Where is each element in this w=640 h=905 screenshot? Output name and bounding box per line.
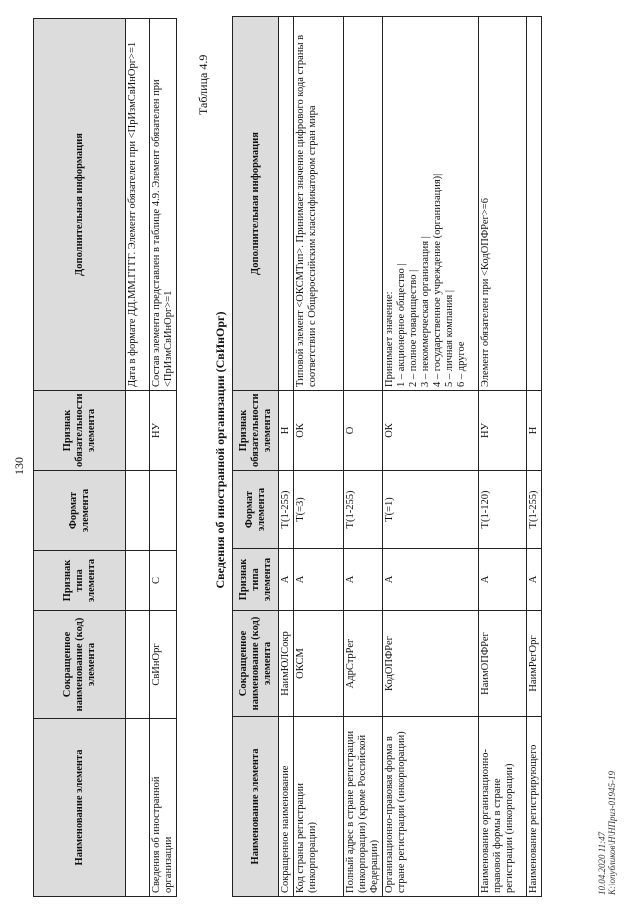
cell: О [344, 391, 383, 471]
cell: Сведения об иностранной организации [150, 719, 177, 897]
cell: Организационно-правовая форма в стране регистрации (инкорпорации) [383, 717, 479, 897]
table-title: Сведения об иностранной организации (СвИнОрг) [213, 311, 227, 589]
cell: А [294, 549, 344, 611]
cell [150, 471, 177, 551]
main-header-code: Сокращенное наименование (код) элемента [233, 611, 279, 717]
cell: T(1-255) [527, 471, 542, 549]
cell: T(=1) [383, 471, 479, 549]
table-row [126, 19, 150, 897]
cell: А [383, 549, 479, 611]
cell: Н [527, 391, 542, 471]
main-header-format: Формат элемента [233, 471, 279, 549]
main-header-info: Дополнительная информация [233, 17, 279, 391]
cell: НУ [150, 391, 177, 471]
cell: T(=3) [294, 471, 344, 549]
top-header-code: Сокращенное наименование (код) элемента [34, 611, 126, 719]
cell: Сокращенное наименование [279, 717, 294, 897]
cell: А [279, 549, 294, 611]
cell: А [344, 549, 383, 611]
top-header-info: Дополнительная информация [34, 19, 126, 391]
cell: ОК [383, 391, 479, 471]
info-line: Принимает значение: [384, 291, 395, 387]
cell: Типовой элемент <ОКСМТип>. Принимает значение цифрового кода страны в соответствии с Общероссийским классификатором стран мира [294, 17, 344, 391]
table-row [150, 19, 177, 897]
table-row [383, 17, 479, 897]
cell: T(1-255) [344, 471, 383, 549]
cell [527, 17, 542, 391]
top-table [33, 18, 177, 897]
cell: Полный адрес в стране регистрации (инкорпорации) (кроме Российской Федерации) [344, 717, 383, 897]
cell: Код страны регистрации (инкорпорации) [294, 717, 344, 897]
cell: А [527, 549, 542, 611]
table-label: Таблица 4.9 [196, 54, 210, 115]
cell [126, 471, 150, 551]
info-line: 5 – личная компания | [444, 290, 455, 387]
footer-timestamp: 10.04.2020 11:47 [597, 831, 607, 895]
cell: Элемент обязателен при <КодОПФРег>=6 [479, 17, 527, 391]
cell: НУ [479, 391, 527, 471]
cell: Наименование организационно-правовой формы в стране регистрации (инкорпорации) [479, 717, 527, 897]
top-header-format: Формат элемента [34, 471, 126, 551]
main-table [232, 16, 542, 897]
cell: А [479, 549, 527, 611]
info-line: 6 – другое [456, 341, 467, 387]
cell: T(1-255) [279, 471, 294, 549]
cell [383, 17, 479, 391]
cell: Н [279, 391, 294, 471]
cell: С [150, 551, 177, 611]
cell: T(1-120) [479, 471, 527, 549]
cell: КодОПФРег [383, 611, 479, 717]
top-header-required: Признак обязательности элемента [34, 391, 126, 471]
table-row [527, 17, 542, 897]
cell: ОКСМ [294, 611, 344, 717]
cell [344, 17, 383, 391]
footer-filepath: К:\опубликов\Н\НПриз-01945-19 [607, 771, 617, 895]
top-header-type: Признак типа элемента [34, 551, 126, 611]
cell: Наименование регистрирующего [527, 717, 542, 897]
info-line: 3 – некоммерческая организация | [420, 236, 431, 387]
main-header-type: Признак типа элемента [233, 549, 279, 611]
cell: Состав элемента представлен в таблице 4.9. Элемент обязателен при <ПрИзмСвИнОрг>=1 [150, 19, 177, 391]
table-row [344, 17, 383, 897]
cell: НаимЮЛСокр [279, 611, 294, 717]
table-row [479, 17, 527, 897]
main-header-name: Наименование элемента [233, 717, 279, 897]
cell [126, 391, 150, 471]
table-row [279, 17, 294, 897]
cell [126, 719, 150, 897]
info-line: 4 – государственное учреждение (организация)| [432, 173, 443, 387]
footer-stamp [597, 771, 617, 895]
cell: СвИнОрг [150, 611, 177, 719]
page-number: 130 [12, 457, 26, 475]
info-line: 1 – акционерное общество | [396, 263, 407, 387]
main-header-required: Признак обязательности элемента [233, 391, 279, 471]
cell: Дата в формате ДД.ММ.ГГГГ. Элемент обязателен при <ПрИзмСвИнОрг>=1 [126, 19, 150, 391]
cell [279, 17, 294, 391]
cell [126, 551, 150, 611]
cell [126, 611, 150, 719]
cell: ОК [294, 391, 344, 471]
cell: АдрСтрРег [344, 611, 383, 717]
top-header-name: Наименование элемента [34, 719, 126, 897]
table-row [294, 17, 344, 897]
info-line: 2 – полное товарищество | [408, 269, 419, 387]
cell: НаимОПФРег [479, 611, 527, 717]
main-table-header-row [233, 17, 279, 897]
top-table-header-row [34, 19, 126, 897]
cell: НаимРегОрг [527, 611, 542, 717]
